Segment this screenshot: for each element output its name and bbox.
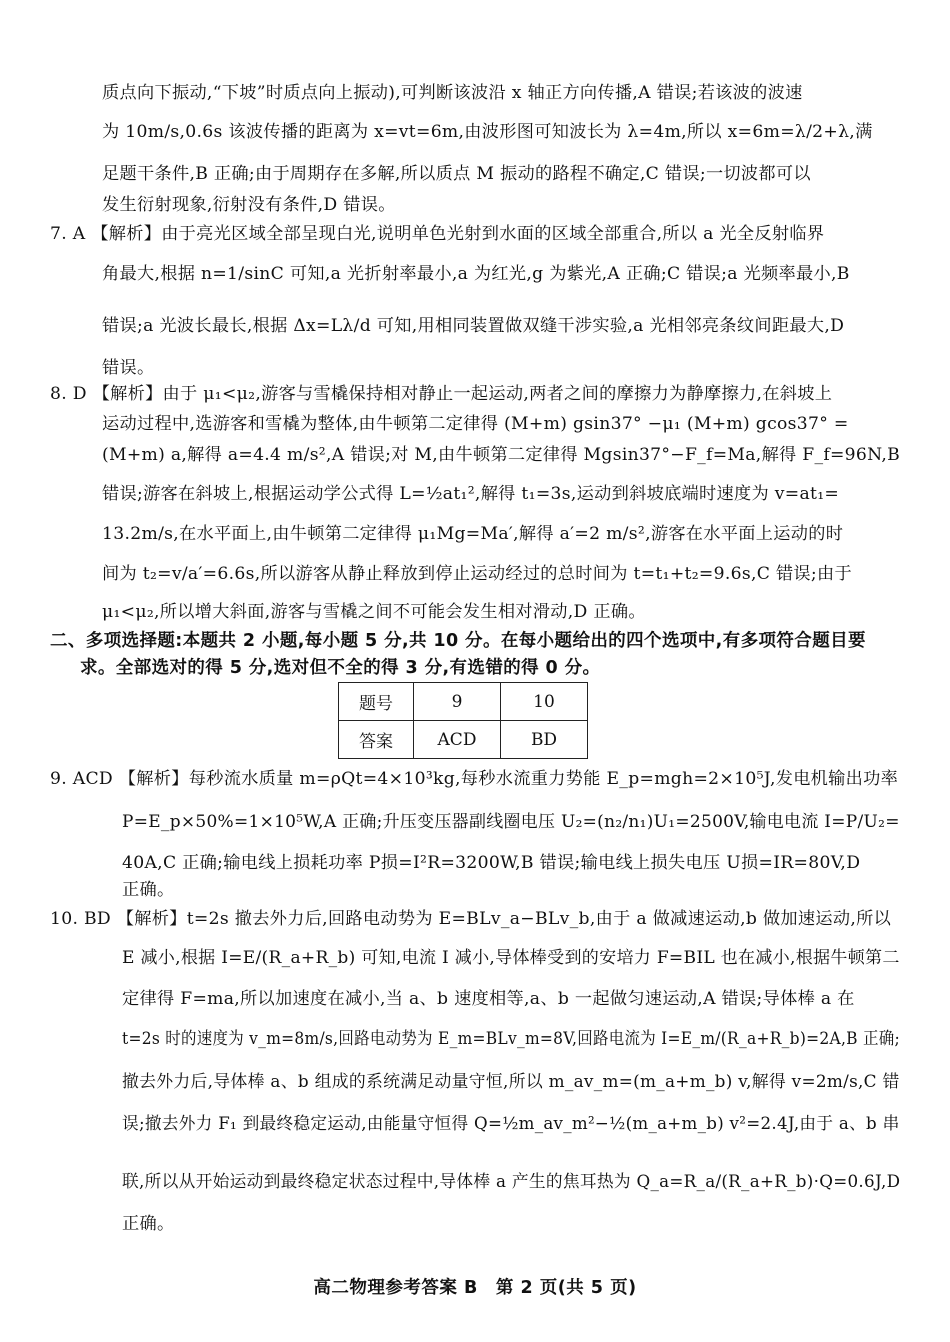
answer-table bbox=[338, 682, 588, 759]
q9-line: 40A,C 正确;输电线上损耗功率 P损=I²R=3200W,B 错误;输电线上损失电压 U损=IR=80V,D bbox=[122, 853, 861, 873]
q10-line: 联,所以从开始运动到最终稳定状态过程中,导体棒 a 产生的焦耳热为 Q_a=R_a/(R_a+R_b)·Q=0.6J,D bbox=[122, 1172, 901, 1192]
table-row bbox=[339, 721, 588, 759]
q8-line: 运动过程中,选游客和雪橇为整体,由牛顿第二定律得 (M+m) gsin37° −μ₁ (M+m) gcos37° = bbox=[102, 414, 849, 434]
q10-line: 正确。 bbox=[122, 1214, 175, 1234]
text-line: 足题干条件,B 正确;由于周期存在多解,所以质点 M 振动的路程不确定,C 错误;一切波都可以 bbox=[102, 164, 811, 184]
q10-line: 10. BD 【解析】t=2s 撤去外力后,回路电动势为 E=BLv_a−BLv_b,由于 a 做减速运动,b 做加速运动,所以 bbox=[50, 909, 892, 929]
table-cell: 题号 bbox=[339, 683, 414, 721]
q8-line: 13.2m/s,在水平面上,由牛顿第二定律得 μ₁Mg=Ma′,解得 a′=2 m/s²,游客在水平面上运动的时 bbox=[102, 524, 844, 544]
q8-line: 间为 t₂=v/a′=6.6s,所以游客从静止释放到停止运动经过的总时间为 t=t₁+t₂=9.6s,C 错误;由于 bbox=[102, 564, 852, 584]
section-heading: 二、多项选择题:本题共 2 小题,每小题 5 分,共 10 分。在每小题给出的四个选项中,有多项符合题目要 bbox=[50, 631, 866, 651]
page-footer: 高二物理参考答案 B 第 2 页(共 5 页) bbox=[313, 1278, 637, 1298]
section-heading: 求。全部选对的得 5 分,选对但不全的得 3 分,有选错的得 0 分。 bbox=[80, 658, 601, 678]
q7-line: 错误;a 光波长最长,根据 Δx=Lλ/d 可知,用相同装置做双缝干涉实验,a 光相邻亮条纹间距最大,D bbox=[102, 316, 845, 336]
table-cell: BD bbox=[501, 721, 588, 759]
q10-line: E 减小,根据 I=E/(R_a+R_b) 可知,电流 I 减小,导体棒受到的安培力 F=BIL 也在减小,根据牛顿第二 bbox=[122, 948, 900, 968]
table-cell: 答案 bbox=[339, 721, 414, 759]
table-row bbox=[339, 683, 588, 721]
text-line: 质点向下振动,“下坡”时质点向上振动),可判断该波沿 x 轴正方向传播,A 错误;若该波的波速 bbox=[102, 83, 803, 103]
q7-line: 错误。 bbox=[102, 358, 155, 378]
q7-line: 7. A 【解析】由于亮光区域全部呈现白光,说明单色光射到水面的区域全部重合,所以 a 光全反射临界 bbox=[50, 224, 825, 244]
q8-line: (M+m) a,解得 a=4.4 m/s²,A 错误;对 M,由牛顿第二定律得 Mgsin37°−F_f=Ma,解得 F_f=96N,B bbox=[102, 445, 901, 465]
text-line: 发生衍射现象,衍射没有条件,D 错误。 bbox=[102, 195, 396, 215]
q8-line: 8. D 【解析】由于 μ₁<μ₂,游客与雪橇保持相对静止一起运动,两者之间的摩擦力为静摩擦力,在斜坡上 bbox=[50, 384, 833, 404]
q8-line: 错误;游客在斜坡上,根据运动学公式得 L=½at₁²,解得 t₁=3s,运动到斜坡底端时速度为 v=at₁= bbox=[102, 484, 840, 504]
q10-line: 误;撤去外力 F₁ 到最终稳定运动,由能量守恒得 Q=½m_av_m²−½(m_a+m_b) v²=2.4J,由于 a、b 串 bbox=[122, 1114, 900, 1134]
table-cell: ACD bbox=[414, 721, 501, 759]
q10-line: 定律得 F=ma,所以加速度在减小,当 a、b 速度相等,a、b 一起做匀速运动,A 错误;导体棒 a 在 bbox=[122, 989, 855, 1009]
q8-line: μ₁<μ₂,所以增大斜面,游客与雪橇之间不可能会发生相对滑动,D 正确。 bbox=[102, 602, 646, 622]
table-cell: 9 bbox=[414, 683, 501, 721]
q9-line: 正确。 bbox=[122, 880, 175, 900]
q9-line: P=E_p×50%=1×10⁵W,A 正确;升压变压器副线圈电压 U₂=(n₂/n₁)U₁=2500V,输电电流 I=P/U₂= bbox=[122, 812, 900, 832]
q10-line: 撤去外力后,导体棒 a、b 组成的系统满足动量守恒,所以 m_av_m=(m_a+m_b) v,解得 v=2m/s,C 错 bbox=[122, 1072, 900, 1092]
text-line: 为 10m/s,0.6s 该波传播的距离为 x=vt=6m,由波形图可知波长为 λ=4m,所以 x=6m=λ/2+λ,满 bbox=[102, 122, 873, 142]
table-cell: 10 bbox=[501, 683, 588, 721]
q7-line: 角最大,根据 n=1/sinC 可知,a 光折射率最小,a 为红光,g 为紫光,A 正确;C 错误;a 光频率最小,B bbox=[102, 264, 850, 284]
q10-line: t=2s 时的速度为 v_m=8m/s,回路电动势为 E_m=BLv_m=8V,回路电流为 I=E_m/(R_a+R_b)=2A,B 正确; bbox=[122, 1029, 900, 1049]
q9-line: 9. ACD 【解析】每秒流水质量 m=ρQt=4×10³kg,每秒水流重力势能 E_p=mgh=2×10⁵J,发电机输出功率 bbox=[50, 769, 899, 789]
